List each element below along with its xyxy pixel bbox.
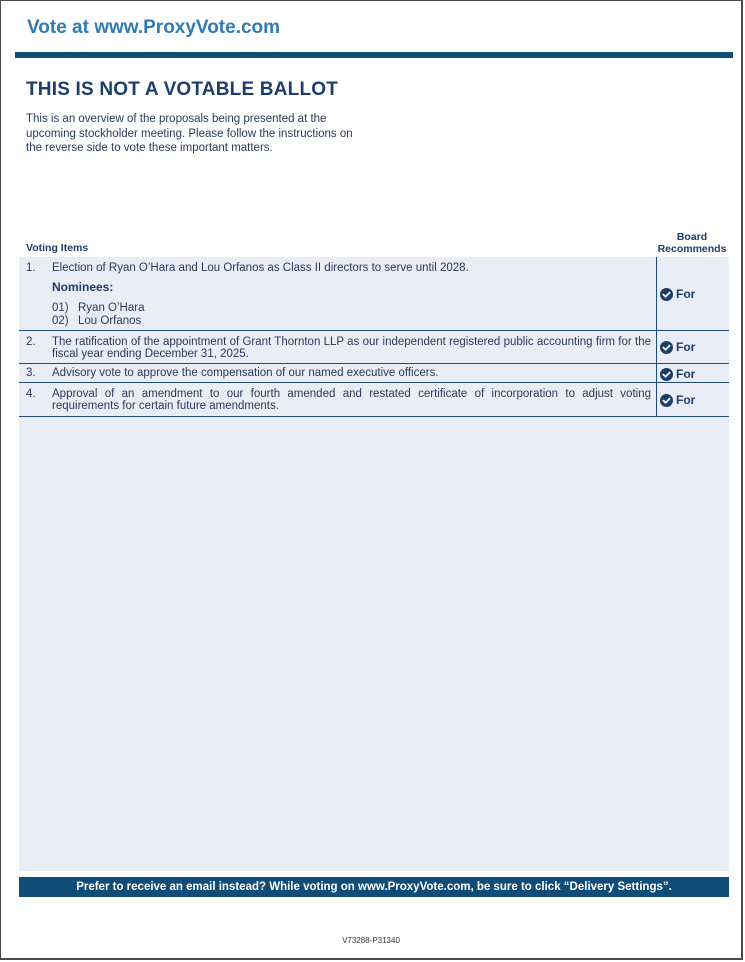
nominee-number: 02) (52, 315, 69, 327)
check-circle-icon (660, 394, 673, 407)
nominee-1 (52, 302, 144, 314)
voting-items-header: Voting Items (26, 242, 89, 254)
header-rule (15, 52, 733, 58)
board-recommendation-cell (656, 331, 729, 363)
nominee-name: Lou Orfanos (78, 315, 142, 327)
item-text: Approval of an amendment to our fourth amended and restated certificate of incorporation to adjust voting requirements for certain future amendments. (52, 388, 651, 412)
delivery-settings-notice: Prefer to receive an email instead? While voting on www.ProxyVote.com, be sure to click “Delivery Settings”. (19, 877, 729, 897)
nominee-2 (52, 315, 141, 327)
board-header-line2: Recommends (657, 242, 727, 255)
item-number: 1. (26, 262, 36, 274)
recommendation-label: For (676, 287, 696, 301)
document-code: V73288-P31340 (342, 936, 400, 945)
voting-item-1 (19, 257, 729, 331)
item-text: Election of Ryan O’Hara and Lou Orfanos as Class II directors to serve until 2028. (52, 262, 469, 274)
nominee-name: Ryan O’Hara (78, 302, 145, 314)
vote-url-heading: Vote at www.ProxyVote.com (27, 17, 281, 38)
nominees-label: Nominees: (52, 280, 114, 294)
voting-item-2 (19, 331, 729, 364)
recommendation (660, 367, 695, 381)
item-number: 3. (26, 367, 36, 379)
intro-text: This is an overview of the proposals being presented at the upcoming stockholder meeting. Please follow the instructions on the reverse side to vote these important matters. (26, 113, 353, 154)
recommendation-label: For (676, 367, 696, 381)
voting-item-4 (19, 383, 729, 417)
check-circle-icon (660, 368, 673, 381)
nominee-number: 01) (52, 302, 69, 314)
board-header-line1: Board (676, 231, 708, 243)
ballot-title: THIS IS NOT A VOTABLE BALLOT (26, 79, 339, 100)
check-circle-icon (660, 341, 673, 354)
board-recommendation-cell (656, 383, 729, 416)
recommendation-label: For (676, 393, 696, 407)
item-text: Advisory vote to approve the compensation of our named executive officers. (52, 367, 439, 379)
recommendation (660, 340, 695, 354)
item-number: 4. (26, 388, 36, 400)
check-circle-icon (660, 288, 673, 301)
board-recommendation-cell (656, 364, 729, 382)
recommendation-label: For (676, 340, 696, 354)
item-text: The ratification of the appointment of Grant Thornton LLP as our independent registered public accounting firm for the fiscal year ending December 31, 2025. (52, 336, 651, 360)
voting-item-3 (19, 364, 729, 383)
item-number: 2. (26, 336, 36, 348)
board-recommendation-cell (656, 257, 729, 330)
recommendation (660, 287, 695, 301)
board-recommends-header (655, 232, 729, 255)
recommendation (660, 393, 695, 407)
